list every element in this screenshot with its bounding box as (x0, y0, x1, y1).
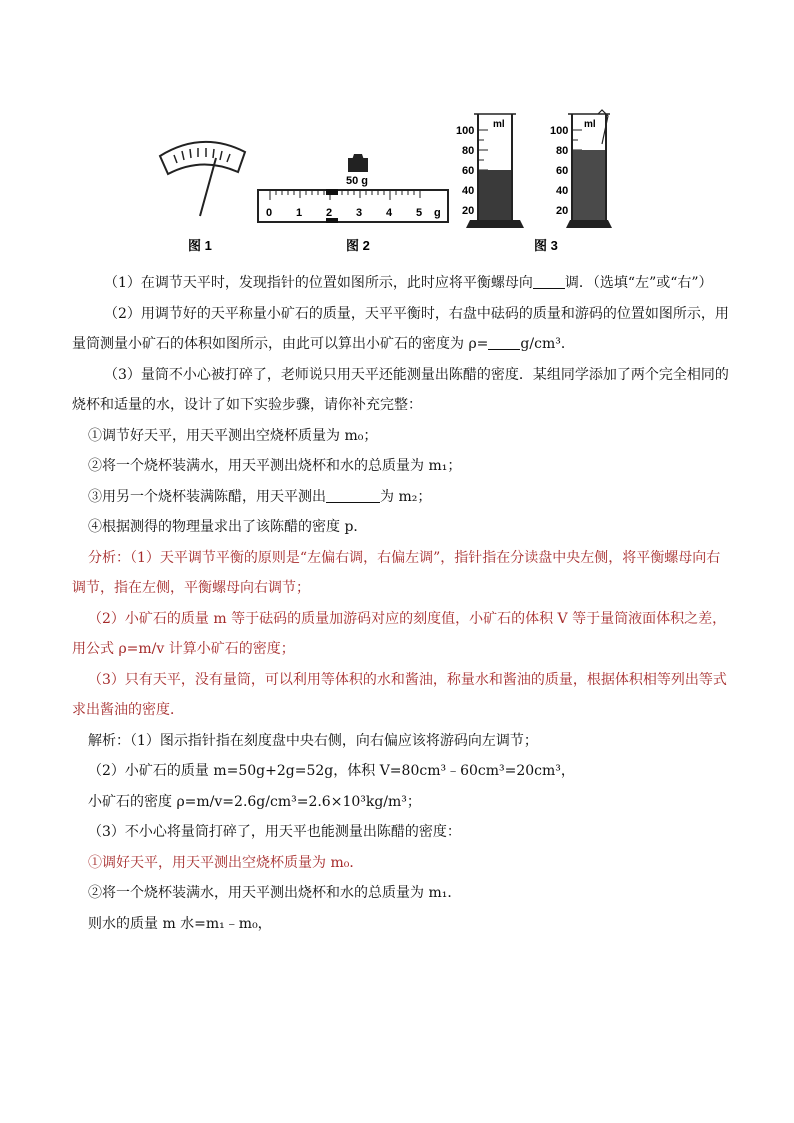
solution-2: 小矿石的密度 ρ=m/v=2.6g/cm³=2.6×10³kg/m³； (88, 793, 421, 810)
cyl1-tick-60: 60 (462, 165, 475, 177)
cyl2-tick-40: 40 (556, 185, 569, 197)
cyl1-liquid (479, 170, 511, 220)
cyl1-base (466, 220, 524, 228)
solution-0: 解析：（1）图示指针指在刻度盘中央右侧，向右偏应该将游码向左调节； (88, 732, 538, 749)
answer-blank-1[interactable] (533, 272, 565, 289)
weight-label: 50 g (346, 175, 369, 187)
figures-svg (150, 108, 650, 258)
cylinders-figure (456, 110, 612, 253)
solution-1: （2）小矿石的质量 m=50g+2g=52g，体积 V=80cm³﹣60cm³=20cm³， (88, 763, 575, 779)
cyl2-tick-60: 60 (556, 165, 569, 177)
ruler-figure (258, 154, 448, 253)
cyl2-base (566, 220, 612, 228)
step-4: ④根据测得的物理量求出了该陈醋的密度 p． (88, 519, 368, 535)
ruler-tick-0: 0 (266, 207, 273, 219)
question-3: （3）量筒不小心被打碎了，老师说只用天平还能测量出陈醋的密度．某组同学添加了两个完全相同的烧杯和适量的水，设计了如下实验步骤，请你补充完整： (72, 366, 729, 413)
answer-blank-3[interactable] (326, 486, 380, 503)
question-1: （1）在调节天平时，发现指针的位置如图所示，此时应将平衡螺母向 调．（选填“左”或“右”） (72, 268, 732, 299)
ruler-tick-2: 2 (326, 207, 333, 219)
cyl2-liquid (573, 150, 605, 220)
fig2-label: 图 2 (346, 238, 370, 253)
dial-needle (200, 158, 216, 216)
ruler-tick-4: 4 (386, 207, 393, 219)
cyl1-tick-80: 80 (462, 145, 475, 157)
solution-6: 则水的质量 m 水=m₁﹣m₀， (88, 915, 272, 932)
figures-panel (150, 108, 650, 258)
analysis-3: （3）只有天平，没有量筒，可以利用等体积的水和酱油，称量水和酱油的质量，根据体积相等列出等式求出酱油的密度． (72, 671, 727, 718)
step-1: ①调节好天平，用天平测出空烧杯质量为 m₀； (88, 427, 378, 444)
balance-dial-figure (160, 142, 245, 253)
ruler-tick-5: 5 (416, 207, 423, 219)
ruler-tick-3: 3 (356, 207, 363, 219)
rider-top (326, 189, 338, 195)
fig3-label: 图 3 (534, 238, 558, 253)
solution-4: ①调好天平，用天平测出空烧杯质量为 m₀． (88, 854, 364, 871)
cyl2-tick-100: 100 (550, 125, 569, 137)
analysis-2: （2）小矿石的质量 m 等于砝码的质量加游码对应的刻度值，小矿石的体积 V 等于量筒液面体积之差，用公式 ρ=m/v 计算小矿石的密度； (72, 610, 727, 657)
step-3: ③用另一个烧杯装满陈醋，用天平测出 为 m₂； (72, 482, 732, 513)
cyl1-tick-20: 20 (462, 205, 475, 217)
cyl1-unit: ml (493, 119, 505, 130)
solution-5: ②将一个烧杯装满水，用天平测出烧杯和水的总质量为 m₁． (88, 885, 462, 901)
answer-blank-2[interactable] (488, 333, 520, 350)
step-2: ②将一个烧杯装满水，用天平测出烧杯和水的总质量为 m₁； (88, 458, 462, 474)
analysis-1: 分析：（1）天平调节平衡的原则是“左偏右调，右偏左调”，指针指在分读盘中央左侧，将平衡螺母向右调节，指在左侧，平衡螺母向右调节； (72, 549, 721, 596)
cyl2-unit: ml (584, 119, 596, 130)
cyl2-tick-20: 20 (556, 205, 569, 217)
cyl2-tick-80: 80 (556, 145, 569, 157)
question-2: （2）用调节好的天平称量小矿石的质量，天平平衡时，右盘中砝码的质量和游码的位置如图所示，用量筒测量小矿石的体积如图所示，由此可以算出小矿石的密度为 ρ= g/cm³． (72, 305, 729, 352)
text-body (72, 268, 732, 939)
fig1-label: 图 1 (188, 238, 212, 253)
ruler-unit: g (434, 207, 441, 219)
ruler-tick-1: 1 (296, 207, 303, 219)
cyl1-tick-40: 40 (462, 185, 475, 197)
solution-3: （3）不小心将量筒打碎了，用天平也能测量出陈醋的密度： (88, 824, 461, 840)
cyl1-tick-100: 100 (456, 125, 475, 137)
